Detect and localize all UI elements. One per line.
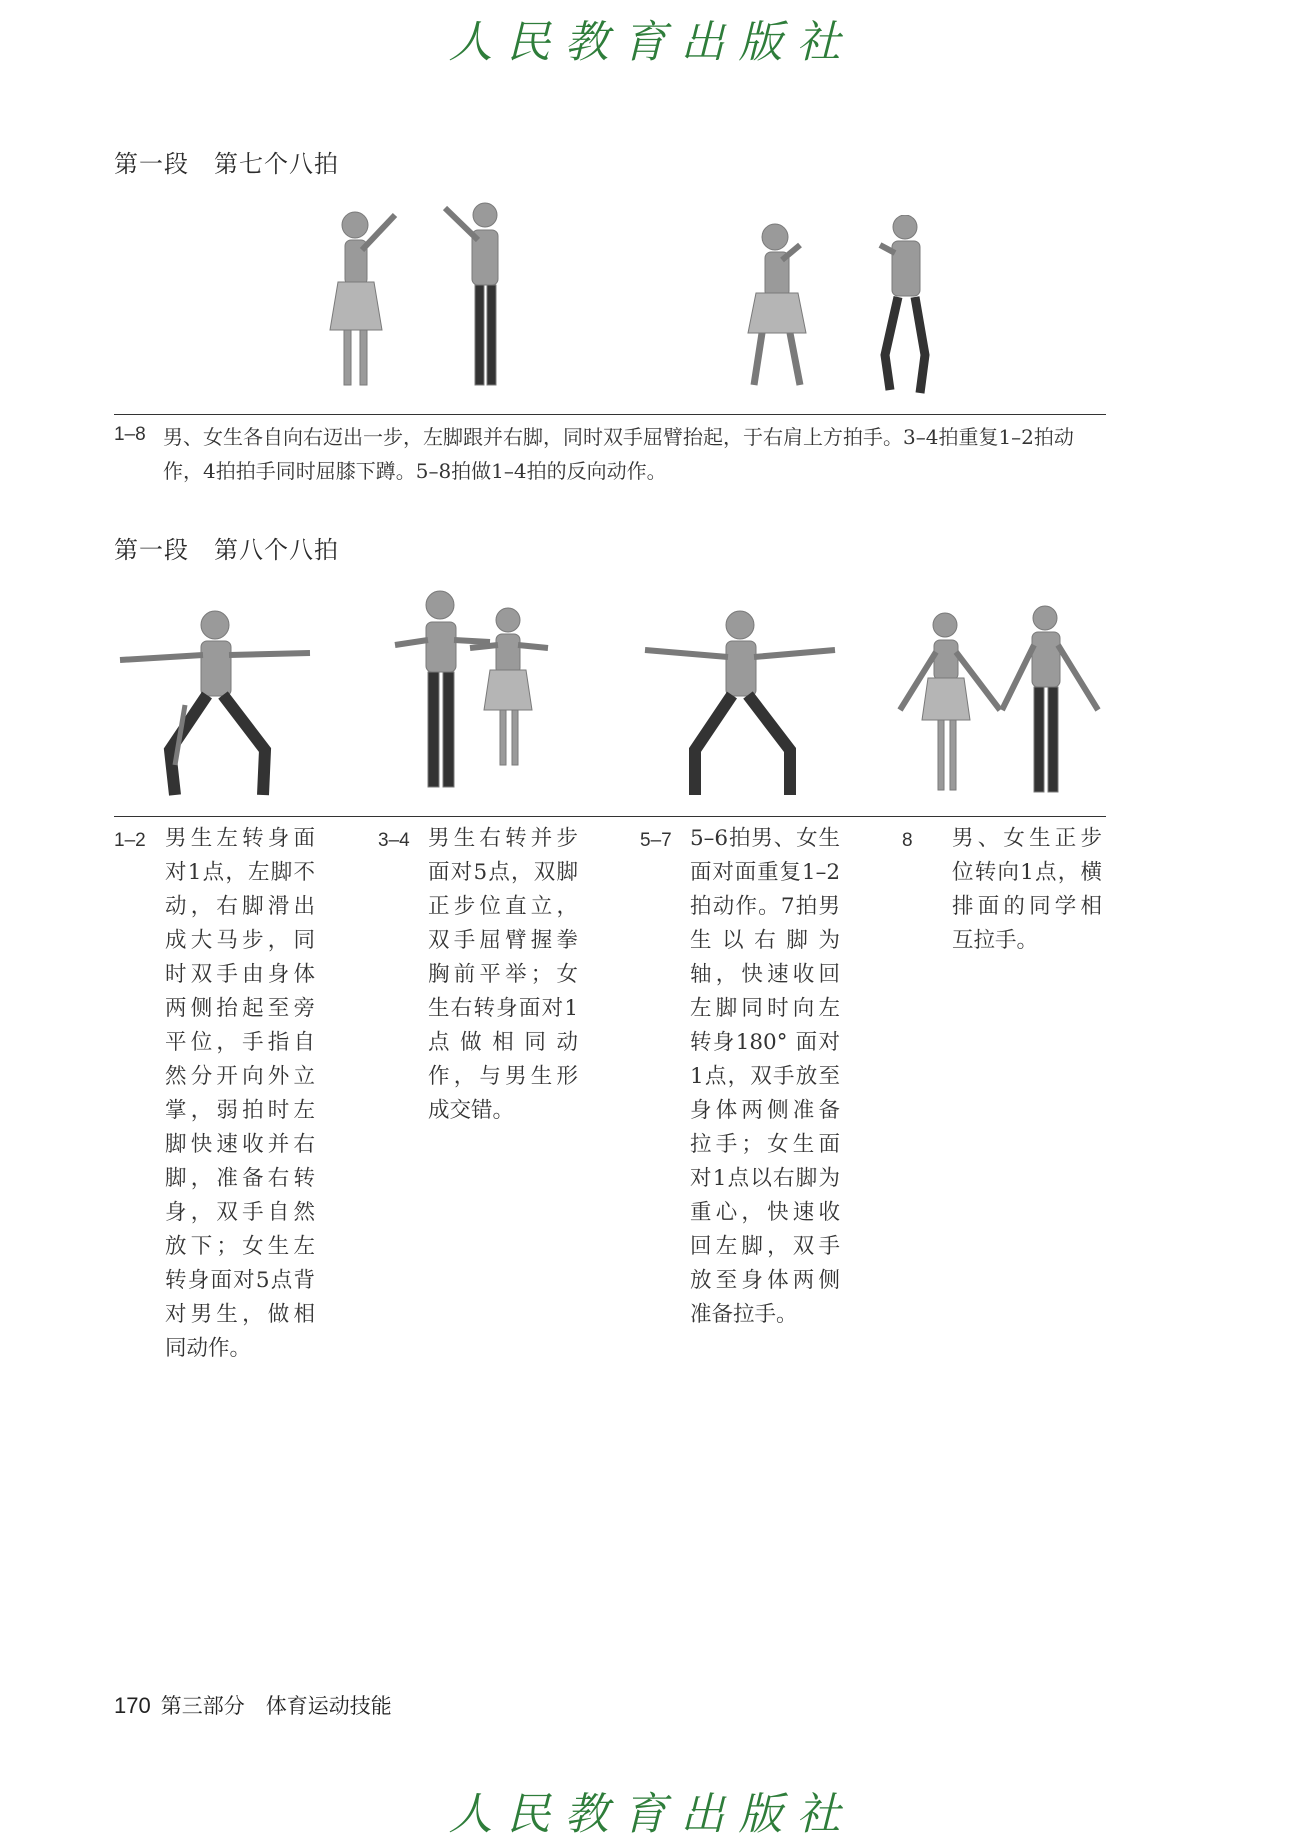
section8-step-text-3: 5–6拍男、女生面对面重复1–2拍动作。7拍男生以右脚为轴，快速收回左脚同时向左转身180° 面对1点，双手放至身体两侧准备拉手；女生面对1点以右脚为重心，快速收回左脚，双手放至身体两侧准备拉手。 — [690, 826, 840, 1327]
section7-title: 第一段 第七个八拍 — [114, 150, 339, 178]
section8-step-number-2: 3–4 — [378, 830, 410, 851]
section8-divider — [114, 816, 1106, 817]
section7-step-number: 1–8 — [114, 424, 146, 445]
section7-step-text: 男、女生各自向右迈出一步，左脚跟并右脚，同时双手屈臂抬起，于右肩上方拍手。3–4拍重复1–2拍动作，4拍拍手同时屈膝下蹲。5–8拍做1–4拍的反向动作。 — [163, 425, 1074, 483]
section8-step-number-3: 5–7 — [640, 830, 672, 851]
publisher-logo-top: 人民教育出版社 — [448, 17, 855, 68]
section7-divider — [114, 414, 1106, 415]
section8-step-text-1: 男生左转身面对1点，左脚不动，右脚滑出成大马步，同时双手由身体两侧抬起至旁平位，手指自然分开向外立掌，弱拍时左脚快速收并右脚，准备右转身，双手自然放下；女生左转身面对5点背对男生，做相同动作。 — [165, 826, 315, 1361]
section8-step-text-4: 男、女生正步位转向1点，横排面的同学相互拉手。 — [952, 826, 1102, 953]
figure-hold-hands — [880, 600, 1120, 805]
section8-title: 第一段 第八个八拍 — [114, 536, 339, 564]
figure-pair-clap-squat — [720, 215, 960, 410]
part-title: 第三部分 体育运动技能 — [160, 1694, 392, 1718]
section8-step-number-1: 1–2 — [114, 830, 146, 851]
figure-stand-fists — [390, 590, 570, 800]
section8-step-text-2: 男生右转并步面对5点，双脚正步位直立，双手屈臂握拳胸前平举；女生右转身面对1点做相同动作，与男生形成交错。 — [428, 826, 578, 1123]
page-number: 170 — [114, 1693, 151, 1718]
section8-step-number-4: 8 — [902, 830, 913, 851]
figure-horse-stance-1 — [115, 585, 315, 805]
publisher-logo-bottom: 人民教育出版社 — [448, 1789, 855, 1840]
figure-pair-clap-right — [300, 190, 540, 410]
page-footer — [114, 1690, 392, 1720]
figure-horse-stance-2 — [640, 595, 840, 805]
